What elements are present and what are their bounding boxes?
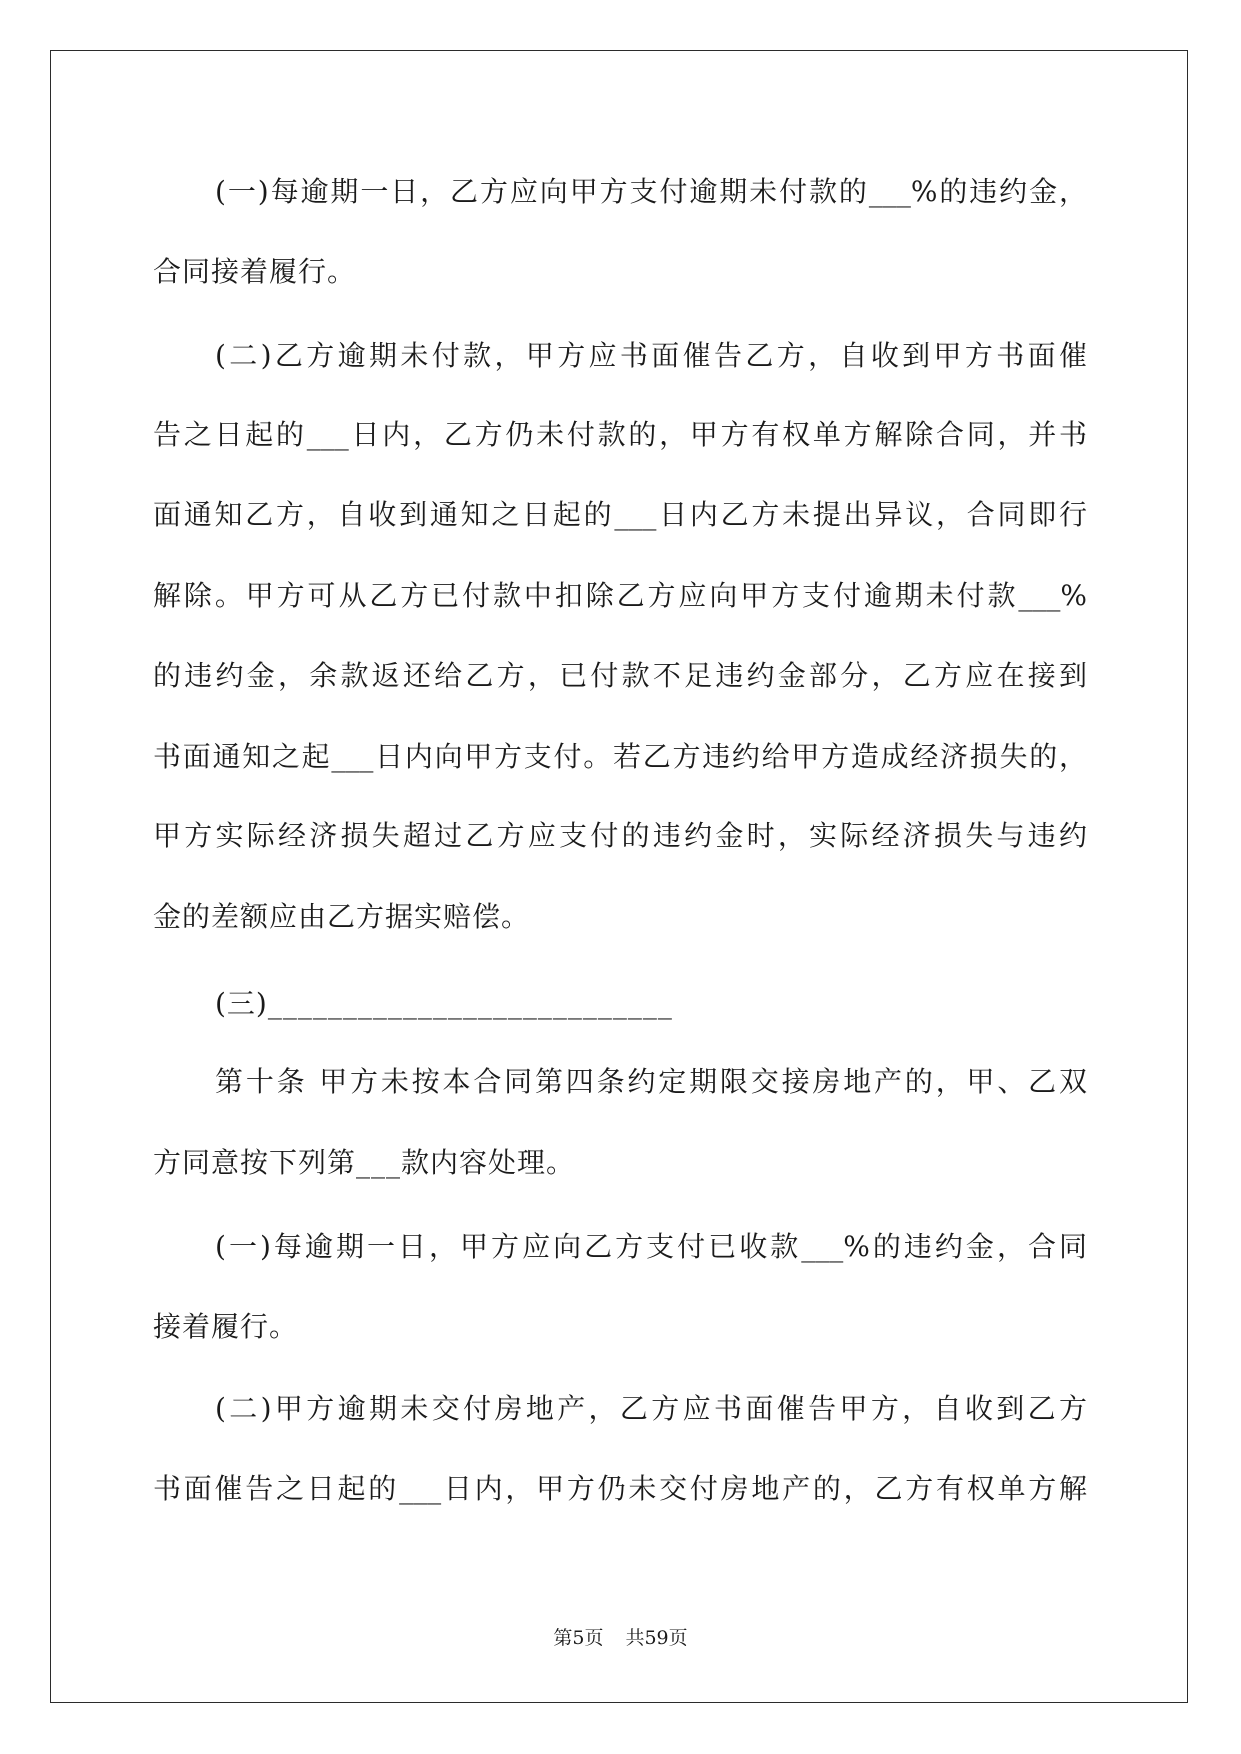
page-footer (0, 1624, 1241, 1652)
paragraph-line: 合同接着履行。 (153, 255, 357, 288)
page-border (50, 50, 1188, 1703)
blank-clause-line: (三)___________________________ (215, 987, 673, 1020)
page-total: 共59页 (625, 1627, 688, 1649)
paragraph-line: 告之日起的___日内，乙方仍未付款的，甲方有权单方解除合同，并书 (153, 418, 1087, 451)
paragraph-line: 接着履行。 (153, 1310, 299, 1343)
paragraph-line: 甲方实际经济损失超过乙方应支付的违约金时，实际经济损失与违约 (153, 819, 1087, 852)
paragraph-line: 的违约金，余款返还给乙方，已付款不足违约金部分，乙方应在接到 (153, 659, 1087, 692)
paragraph-line: 解除。甲方可从乙方已付款中扣除乙方应向甲方支付逾期未付款___% (153, 579, 1087, 612)
paragraph-line: 方同意按下列第___款内容处理。 (153, 1146, 576, 1179)
paragraph-line: 书面通知之起___日内向甲方支付。若乙方违约给甲方造成经济损失的， (153, 740, 1087, 773)
paragraph-line: 面通知乙方，自收到通知之日起的___日内乙方未提出异议，合同即行 (153, 498, 1087, 531)
paragraph-line: 金的差额应由乙方据实赔偿。 (153, 900, 531, 933)
paragraph-line: (二)甲方逾期未交付房地产，乙方应书面催告甲方，自收到乙方 (215, 1392, 1087, 1425)
page-number: 第5页 (553, 1627, 604, 1649)
paragraph-line: 书面催告之日起的___日内，甲方仍未交付房地产的，乙方有权单方解 (153, 1472, 1087, 1505)
article-heading-line: 第十条 甲方未按本合同第四条约定期限交接房地产的，甲、乙双 (215, 1065, 1087, 1098)
paragraph-line: (一)每逾期一日，甲方应向乙方支付已收款___%的违约金，合同 (215, 1230, 1087, 1263)
paragraph-line: (一)每逾期一日，乙方应向甲方支付逾期未付款的___%的违约金， (215, 175, 1087, 208)
paragraph-line: (二)乙方逾期未付款，甲方应书面催告乙方，自收到甲方书面催 (215, 339, 1087, 372)
